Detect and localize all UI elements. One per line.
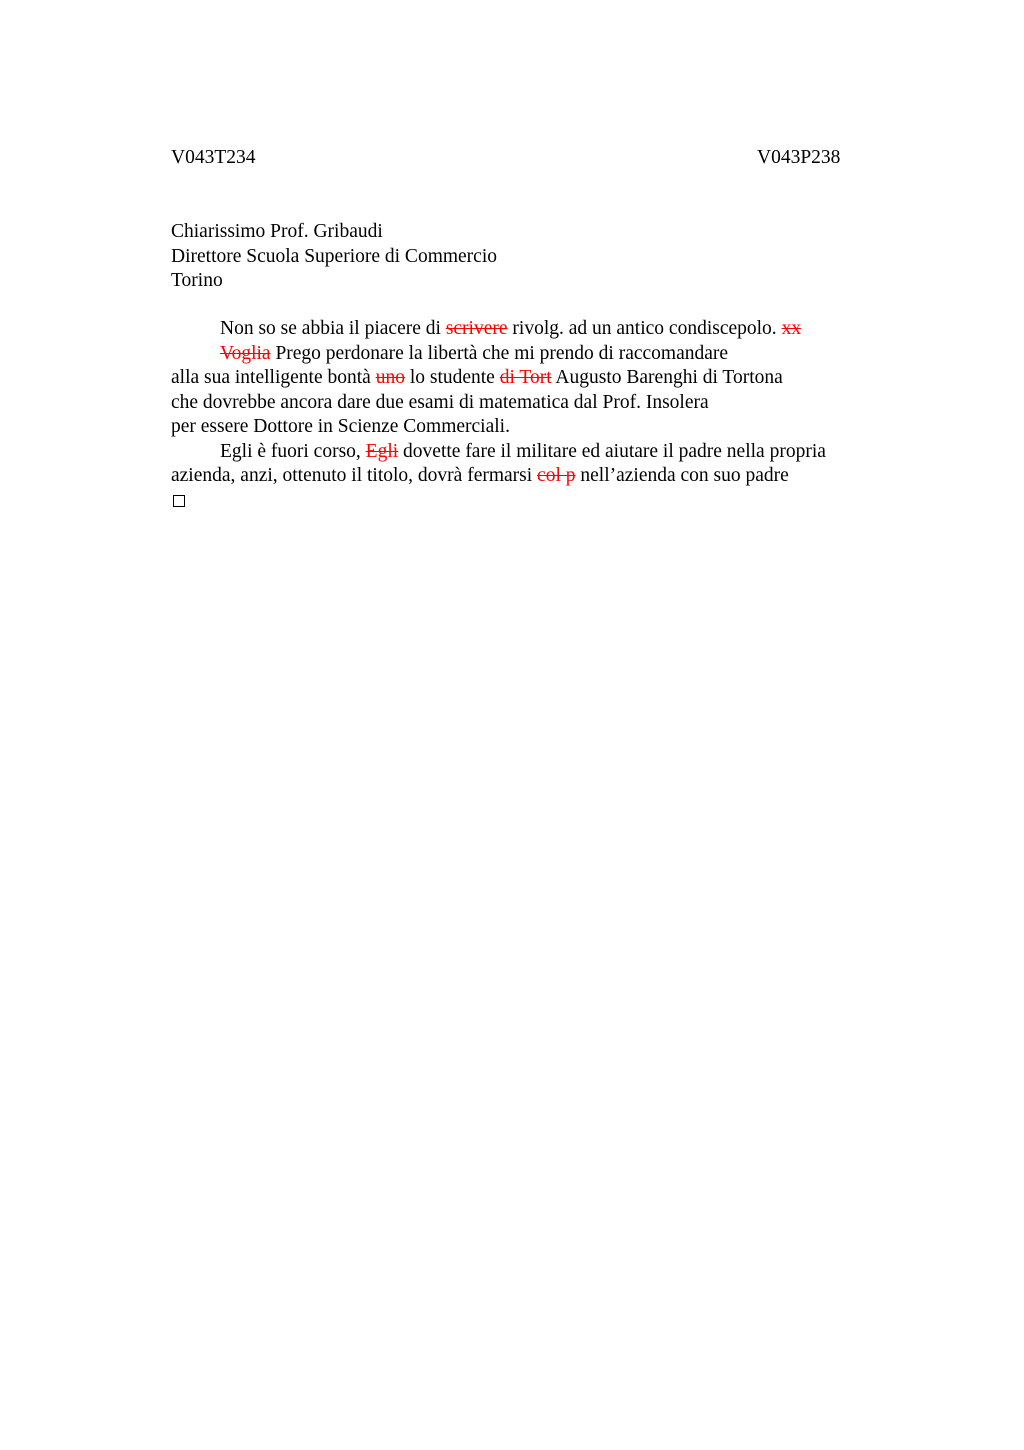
letter-line: che dovrebbe ancora dare due esami di matematica dal Prof. Insolera (171, 391, 709, 413)
text-segment: nell’azienda con suo padre (575, 465, 789, 486)
deleted-text: di Tort (499, 367, 552, 388)
letter-body (171, 317, 891, 513)
recipient-name: Chiarissimo Prof. Gribaudi (171, 221, 383, 242)
deleted-text: Egli (365, 440, 399, 462)
letter-line (171, 464, 891, 489)
letter-line (171, 317, 891, 342)
recipient-address (171, 220, 497, 294)
text-segment: rivolg. ad un antico condiscepolo. (507, 318, 782, 339)
deleted-text: xx (781, 318, 802, 339)
deleted-text: col p (537, 465, 576, 486)
text-segment: Non so se abbia il piacere di (220, 318, 446, 339)
document-code-right: V043P238 (757, 147, 841, 168)
text-segment: dovette fare il militare ed aiutare il padre nella propria (398, 440, 826, 462)
recipient-city: Torino (171, 270, 223, 291)
letter-line (171, 366, 891, 391)
document-code-left: V043T234 (171, 147, 256, 168)
recipient-title: Direttore Scuola Superiore di Commercio (171, 245, 497, 267)
deleted-text: uno (375, 367, 405, 388)
text-segment: azienda, anzi, ottenuto il titolo, dovrà fermarsi (171, 465, 538, 486)
end-marker-box-icon (173, 495, 185, 507)
deleted-text: Voglia (220, 342, 271, 364)
letter-line (171, 342, 891, 367)
text-segment: Egli è fuori corso, (220, 440, 366, 462)
text-segment: alla sua intelligente bontà (171, 367, 376, 388)
text-segment: lo studente (404, 367, 500, 388)
letter-line: per essere Dottore in Scienze Commerciali. (171, 416, 510, 437)
deleted-text: scrivere (445, 318, 508, 339)
text-segment: Augusto Barenghi di Tortona (551, 367, 783, 388)
letter-line (171, 440, 891, 465)
text-segment: Prego perdonare la libertà che mi prendo di raccomandare (270, 342, 729, 364)
letter-line (171, 489, 891, 514)
